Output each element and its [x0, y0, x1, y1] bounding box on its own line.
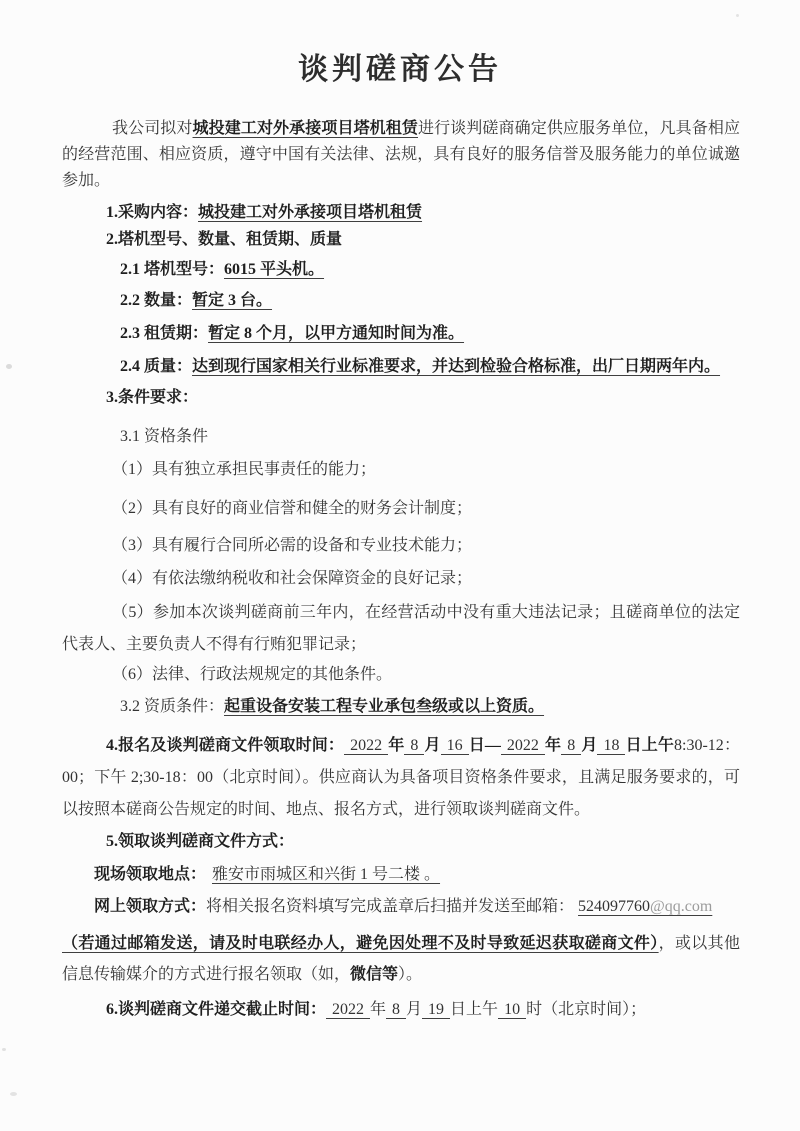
item-6-day-blank: 19	[422, 1001, 450, 1019]
item-4-label: 4.报名及谈判磋商文件领取时间：	[106, 737, 345, 754]
item-4-year2-unit: 年	[544, 737, 562, 754]
scan-speck	[736, 14, 739, 17]
project-name-underline: 城投建工对外承接项目塔机租赁	[192, 120, 418, 137]
condition-4	[62, 566, 740, 591]
item-1-procurement-content	[62, 200, 740, 225]
item-2-2-label: 2.2 数量：	[120, 292, 193, 309]
item-6-hour-unit: 时（北京时间）；	[526, 1001, 647, 1018]
email-domain-part: @qq.com	[650, 898, 713, 915]
condition-5	[62, 597, 740, 661]
item-1-label: 1.采购内容：	[106, 204, 199, 221]
item-4-year1-blank: 2022	[344, 737, 388, 755]
item-2-2-value-underline: 暂定 3 台。	[192, 292, 273, 309]
item-4-month2-unit: 月	[581, 737, 598, 754]
scan-speck	[2, 1048, 6, 1051]
item-3-1-qualification-heading	[62, 424, 740, 449]
online-pickup-text: 将相关报名资料填写完成盖章后扫描并发送至邮箱：	[206, 898, 575, 915]
online-pickup-label: 网上领取方式：	[94, 898, 207, 915]
item-4-month1-blank: 8	[404, 737, 424, 755]
item-2-4-value-underline: 达到现行国家相关行业标准要求，并达到检验合格标准，出厂日期两年内。	[192, 358, 721, 375]
item-3-2-certification	[62, 694, 740, 719]
item-2-3-label: 2.3 租赁期：	[120, 325, 209, 342]
item-4-month1-unit: 月	[424, 737, 441, 754]
item-3-heading	[62, 385, 740, 410]
item-6-deadline	[62, 997, 740, 1023]
item-6-hour-blank: 10	[498, 1001, 526, 1019]
email-note-end: ）。	[398, 966, 423, 983]
condition-3	[62, 533, 740, 558]
condition-6-text: （6）法律、行政法规规定的其他条件。	[112, 666, 393, 683]
document-title: 谈判磋商公告	[298, 53, 502, 86]
item-2-label: 2.塔机型号、数量、租赁期、质量	[106, 231, 343, 248]
item-4-year1-unit: 年	[388, 737, 405, 754]
item-3-label: 3.条件要求：	[106, 389, 199, 406]
item-6-year-unit: 年	[370, 1001, 387, 1018]
condition-5-text: （5）参加本次谈判磋商前三年内，在经营活动中没有重大违法记录；且磋商单位的法定代表人、主要负责人不得有行贿犯罪记录；	[62, 604, 740, 653]
email-user-part: 524097760	[578, 898, 651, 915]
intro-post: 进行谈判磋商确定供应服务单位，凡具备相应的经营范围、相应资质，遵守中国有关法律、法规，具有良好的服务信誉及服务能力的单位诚邀参加。	[62, 120, 740, 189]
item-2-1-value-underline: 6015 平头机。	[224, 261, 325, 278]
item-6-month-blank: 8	[386, 1001, 406, 1019]
item-6-month-unit: 月	[406, 1001, 423, 1018]
item-1-value-underline: 城投建工对外承接项目塔机租赁	[198, 204, 423, 221]
item-2-2-quantity	[62, 288, 740, 313]
item-4-rest-text: 8:30-12：00；下午 2;30-18：00（北京时间）。供应商认为具备项目资格条件要求，且满足服务要求的，可以按照本磋商公告规定的时间、地点、报名方式，进行领取谈判磋商文件。	[62, 737, 740, 818]
wechat-bold: 微信等	[350, 966, 399, 983]
onsite-pickup-label: 现场领取地点：	[94, 866, 207, 883]
condition-2-text: （2）具有良好的商业信誉和健全的财务会计制度；	[112, 500, 473, 517]
item-4-day1-unit: 日	[468, 737, 485, 754]
condition-3-text: （3）具有履行合同所必需的设备和专业技术能力；	[112, 537, 473, 554]
item-2-1-crane-model	[62, 257, 740, 282]
item-4-year2-blank: 2022	[501, 737, 545, 755]
item-2-4-quality	[62, 354, 740, 379]
email-address	[574, 898, 716, 915]
item-3-1-label: 3.1 资格条件	[120, 428, 209, 445]
item-4-day2-unit: 日上午	[625, 737, 675, 754]
email-note-underline: （若通过邮箱发送，请及时电联经办人，避免因处理不及时导致延迟获取磋商文件）	[62, 935, 659, 952]
condition-2	[62, 496, 740, 521]
item-6-day-unit: 日上午	[450, 1001, 499, 1018]
item-2-1-label: 2.1 塔机型号：	[120, 261, 225, 278]
item-4-date-dash: —	[484, 737, 501, 754]
intro-pre: 我公司拟对	[112, 120, 193, 137]
item-4-day1-blank: 16	[441, 737, 469, 755]
condition-4-text: （4）有依法缴纳税收和社会保障资金的良好记录；	[112, 570, 473, 587]
item-2-3-lease-period	[62, 321, 740, 346]
item-3-2-label: 3.2 资质条件：	[120, 698, 225, 715]
item-2-heading	[62, 227, 740, 252]
onsite-pickup-line	[62, 862, 740, 887]
condition-6	[62, 662, 740, 687]
online-pickup-line	[62, 894, 740, 919]
scan-speck	[6, 364, 12, 369]
item-4-document-collection-time	[62, 730, 740, 826]
item-2-3-value-underline: 暂定 8 个月，以甲方通知时间为准。	[208, 325, 465, 342]
email-note-paragraph	[62, 928, 740, 990]
item-6-label: 6.谈判磋商文件递交截止时间：	[106, 1001, 327, 1018]
email-note-mid: ，或以其他信息传输媒介的方式进行报名领取（如，	[62, 935, 740, 983]
item-3-2-value-underline: 起重设备安装工程专业承包叁级或以上资质。	[224, 698, 545, 715]
onsite-pickup-address-underline: 雅安市雨城区和兴街 1 号二楼 。	[212, 866, 441, 883]
condition-1	[62, 457, 740, 482]
intro-paragraph	[62, 116, 740, 194]
item-5-label: 5.领取谈判磋商文件方式：	[106, 833, 295, 850]
item-6-year-blank: 2022	[326, 1001, 370, 1019]
document-body	[62, 116, 740, 1023]
item-4-day2-blank: 18	[597, 737, 625, 755]
item-2-4-label: 2.4 质量：	[120, 358, 193, 375]
item-4-month2-blank: 8	[561, 737, 581, 755]
condition-1-text: （1）具有独立承担民事责任的能力；	[112, 461, 377, 478]
item-5-heading	[62, 829, 740, 854]
scan-speck	[10, 1092, 17, 1096]
